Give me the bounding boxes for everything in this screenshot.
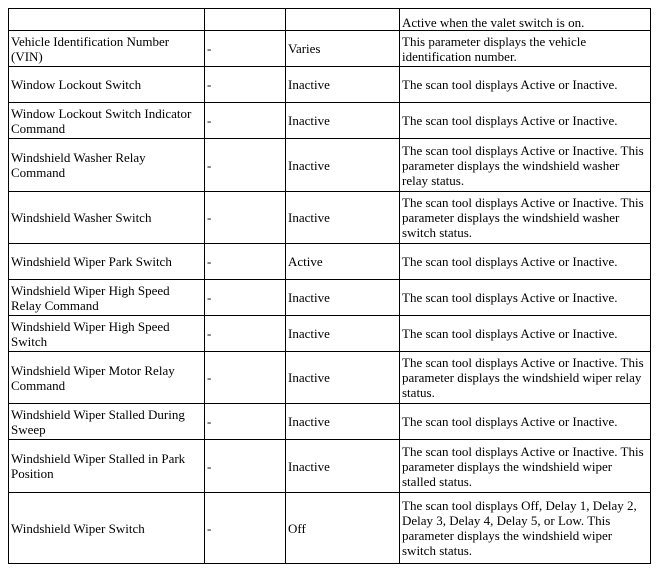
parameter-name-cell: Windshield Wiper Park Switch <box>9 244 205 280</box>
unit-cell: - <box>205 352 286 404</box>
table-row <box>9 316 651 352</box>
value-cell: Inactive <box>286 404 400 440</box>
value-cell: Off <box>286 493 400 564</box>
unit-cell <box>205 9 286 31</box>
value-cell: Inactive <box>286 67 400 103</box>
table-row <box>9 440 651 493</box>
description-cell: The scan tool displays Active or Inactive. This parameter displays the windshield wiper relay status. <box>400 352 651 404</box>
unit-cell: - <box>205 280 286 316</box>
unit-cell: - <box>205 192 286 244</box>
parameter-name-cell: Vehicle Identification Number (VIN) <box>9 31 205 67</box>
table-row <box>9 103 651 139</box>
table-row <box>9 192 651 244</box>
table-row <box>9 244 651 280</box>
description-cell: The scan tool displays Active or Inactive. <box>400 280 651 316</box>
value-cell: Inactive <box>286 280 400 316</box>
document-page <box>8 8 650 563</box>
parameter-name-cell <box>9 9 205 31</box>
description-cell: Active when the valet switch is on. <box>400 9 651 31</box>
parameter-name-cell: Windshield Washer Switch <box>9 192 205 244</box>
unit-cell: - <box>205 31 286 67</box>
table-row <box>9 9 651 31</box>
table-row <box>9 280 651 316</box>
table-row <box>9 493 651 564</box>
unit-cell: - <box>205 244 286 280</box>
value-cell: Active <box>286 244 400 280</box>
parameter-name-cell: Window Lockout Switch Indicator Command <box>9 103 205 139</box>
description-cell: The scan tool displays Active or Inactive. This parameter displays the windshield washer relay status. <box>400 139 651 192</box>
value-cell: Varies <box>286 31 400 67</box>
unit-cell: - <box>205 139 286 192</box>
unit-cell: - <box>205 404 286 440</box>
value-cell: Inactive <box>286 440 400 493</box>
unit-cell: - <box>205 493 286 564</box>
value-cell: Inactive <box>286 103 400 139</box>
table-row <box>9 352 651 404</box>
parameter-name-cell: Windshield Wiper Stalled During Sweep <box>9 404 205 440</box>
parameter-table <box>8 8 651 564</box>
parameter-name-cell: Windshield Wiper Motor Relay Command <box>9 352 205 404</box>
parameter-name-cell: Windshield Washer Relay Command <box>9 139 205 192</box>
value-cell: Inactive <box>286 316 400 352</box>
parameter-name-cell: Windshield Wiper Stalled in Park Position <box>9 440 205 493</box>
unit-cell: - <box>205 67 286 103</box>
description-cell: The scan tool displays Active or Inactive. <box>400 316 651 352</box>
table-row <box>9 404 651 440</box>
parameter-name-cell: Windshield Wiper High Speed Relay Command <box>9 280 205 316</box>
unit-cell: - <box>205 440 286 493</box>
table-row <box>9 31 651 67</box>
description-cell: The scan tool displays Active or Inactive. <box>400 404 651 440</box>
description-cell: The scan tool displays Active or Inactive. <box>400 67 651 103</box>
description-cell: This parameter displays the vehicle identification number. <box>400 31 651 67</box>
value-cell: Inactive <box>286 352 400 404</box>
parameter-name-cell: Window Lockout Switch <box>9 67 205 103</box>
description-cell: The scan tool displays Off, Delay 1, Delay 2, Delay 3, Delay 4, Delay 5, or Low. This parameter displays the windshield wiper switch status. <box>400 493 651 564</box>
description-cell: The scan tool displays Active or Inactive. <box>400 103 651 139</box>
parameter-name-cell: Windshield Wiper High Speed Switch <box>9 316 205 352</box>
value-cell: Inactive <box>286 139 400 192</box>
description-cell: The scan tool displays Active or Inactive. <box>400 244 651 280</box>
parameter-name-cell: Windshield Wiper Switch <box>9 493 205 564</box>
table-row <box>9 67 651 103</box>
description-cell: The scan tool displays Active or Inactive. This parameter displays the windshield washer switch status. <box>400 192 651 244</box>
description-cell: The scan tool displays Active or Inactive. This parameter displays the windshield wiper stalled status. <box>400 440 651 493</box>
unit-cell: - <box>205 103 286 139</box>
value-cell: Inactive <box>286 192 400 244</box>
value-cell <box>286 9 400 31</box>
table-row <box>9 139 651 192</box>
unit-cell: - <box>205 316 286 352</box>
